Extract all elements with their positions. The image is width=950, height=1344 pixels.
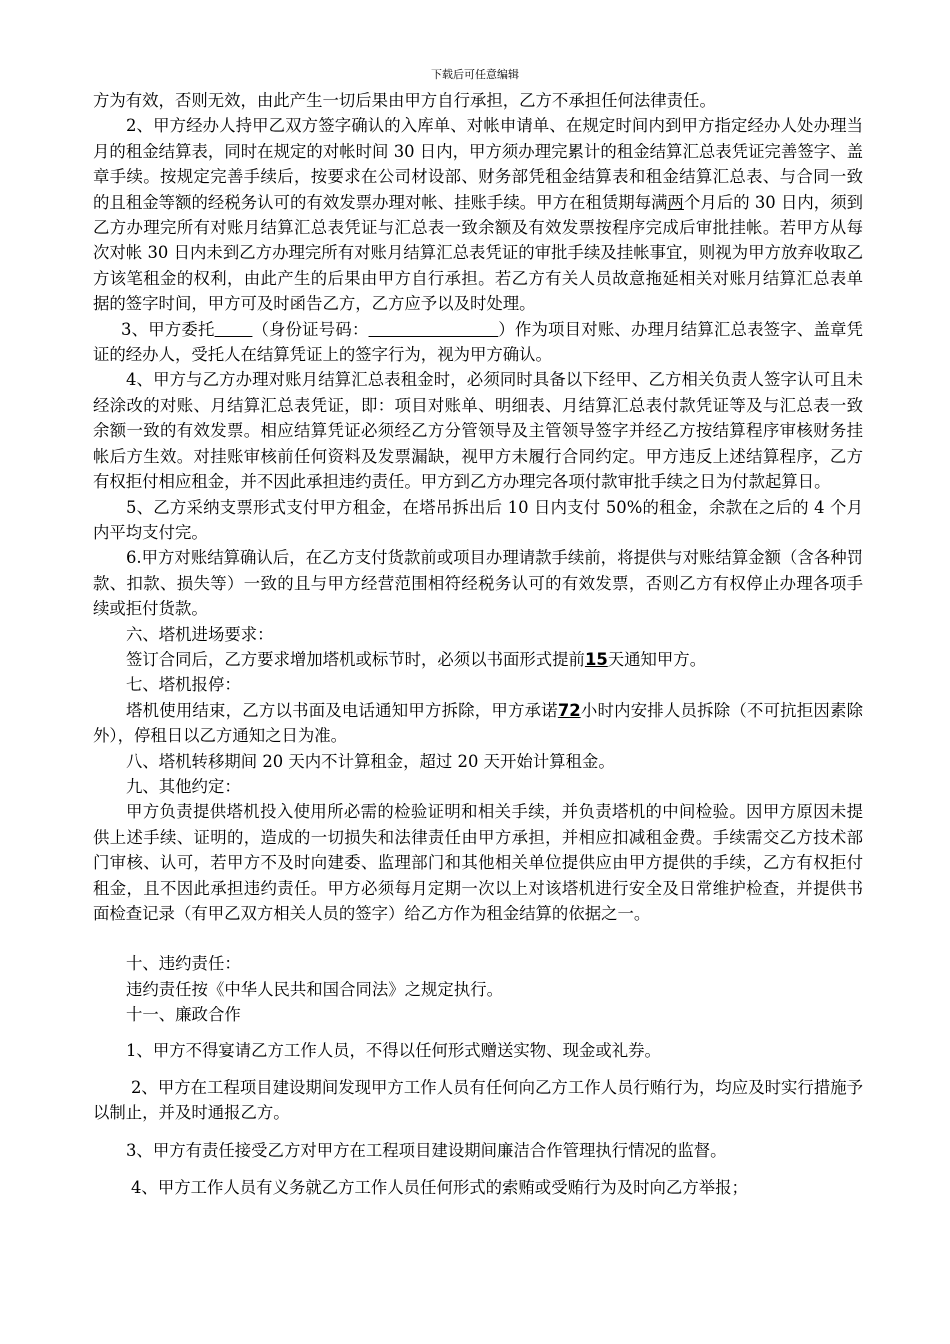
clause-2-text-b: 个月后的 30 日内，须到乙方办理完所有对账月结算汇总表凭证与汇总表一致余额及有效发票按程序完成后审批挂帐。若甲方从每次对帐 30 日内未到乙方办理完所有对账月结算汇总表凭证的审批手续及挂帐事宜，则视为甲方放弃收取乙方该笔租金的权利，由此产生的后果由甲方自行承担。若乙方有关人员故意拖延相关对账月结算汇总表单据的签字时间，甲方可及时函告乙方，乙方应予以及时处理。 [93, 192, 864, 314]
page-header: 下载后可任意编辑 [431, 68, 519, 81]
agent-name-blank [215, 320, 253, 339]
clause-3 [93, 317, 863, 368]
section-7-body [93, 698, 863, 749]
section-9-body: 甲方负责提供塔机投入使用所必需的检验证明和相关手续，并负责塔机的中间检验。因甲方原因未提供上述手续、证明的，造成的一切损失和法律责任由甲方承担，并相应扣减租金费。手续需交乙方技术部门审核、认可，若甲方不及时向建委、监理部门和其他相关单位提供应由甲方提供的手续，乙方有权拒付租金，且不因此承担违约责任。甲方必须每月定期一次以上对该塔机进行安全及日常维护检查，并提供书面检查记录（有甲乙双方相关人员的签字）给乙方作为租金结算的依据之一。 [93, 802, 863, 923]
section-7-title: 七、塔机报停： [126, 675, 241, 695]
section-10-title: 十、违约责任： [126, 954, 241, 974]
section-11-item-4: 4、甲方工作人员有义务就乙方工作人员任何形式的索贿或受贿行为及时向乙方举报； [131, 1178, 748, 1198]
section-6-text-b: 天通知甲方。 [607, 649, 707, 669]
section-6-body [93, 647, 863, 672]
clause-6: 6.甲方对账结算确认后，在乙方支付货款前或项目办理请款手续前，将提供与对账结算金额（含各种罚款、扣款、损失等）一致的且与甲方经营范围相符经税务认可的有效发票，否则乙方有权停止办理各项手续或拒付货款。 [93, 548, 863, 619]
section-7-text-a: 塔机使用结束，乙方以书面及电话通知甲方拆除，甲方承诺 [126, 700, 558, 720]
section-7-text-b: 小时内安排人员拆除（不可抗拒因素除外），停租日以乙方通知之日为准。 [93, 700, 864, 746]
clause-2-text-a: 2、甲方经办人持甲乙双方签字确认的入库单、对帐申请单、在规定时间内到甲方指定经办人处办理当月的租金结算表，同时在规定的对帐时间 30 日内，甲方须办理完累计的租金结算汇总表凭证完善签字、盖章手续。按规定完善手续后，按要求在公司材设部、财务部凭租金结算表和租金结算汇总表、与合同一致的且租金等额的经税务认可的有效发票办理对帐、挂账手续。甲方在租赁期每满 [93, 116, 863, 212]
section-11-item-3: 3、甲方有责任接受乙方对甲方在工程项目建设期间廉洁合作管理执行情况的监督。 [126, 1140, 727, 1160]
removal-hours-value: 72 [557, 700, 581, 720]
clause-4: 4、甲方与乙方办理对账月结算汇总表租金时，必须同时具备以下经甲、乙方相关负责人签字认可且未经涂改的对账、月结算汇总表凭证，即：项目对账单、明细表、月结算汇总表付款凭证等及与汇总表一致余额一致的有效发票。相应结算凭证必须经乙方分管领导及主管领导签字并经乙方按结算程序审核财务挂帐后方生效。对挂账审核前任何资料及发票漏缺，视甲方未履行合同约定。甲方违反上述结算程序，乙方有权拒付相应租金，并不因此承担违约责任。甲方到乙方办理完各项付款审批手续之日为付款起算日。 [93, 370, 863, 492]
clause-3-text-a: 3、甲方委托 [121, 319, 215, 339]
section-11-item-2: 2、甲方在工程项目建设期间发现甲方工作人员有任何向乙方工作人员行贿行为，均应及时实行措施予以制止，并及时通报乙方。 [93, 1078, 863, 1123]
clause-3-text-b: （身份证号码： [252, 319, 369, 339]
section-6-text-a: 签订合同后，乙方要求增加塔机或标节时，必须以书面形式提前 [126, 649, 585, 669]
months-fill-blank: 两 [667, 192, 684, 212]
section-10-body: 违约责任按《中华人民共和国合同法》之规定执行。 [126, 979, 503, 999]
clause-3-text-c: ）作为项目对账、办理月结算汇总表签字、盖章凭证的经办人，受托人在结算凭证上的签字行为，视为甲方确认。 [93, 319, 864, 365]
notice-days-value: 15 [584, 649, 608, 669]
document-body [93, 88, 863, 1201]
paragraph-continuation: 方为有效，否则无效，由此产生一切后果由甲方自行承担，乙方不承担任何法律责任。 [93, 91, 716, 110]
section-8: 八、塔机转移期间 20 天内不计算租金，超过 20 天开始计算租金。 [126, 751, 615, 771]
section-11-title: 十一、廉政合作 [126, 1005, 241, 1025]
section-9-title: 九、其他约定： [126, 776, 241, 796]
id-number-blank [369, 320, 499, 339]
clause-5: 5、乙方采纳支票形式支付甲方租金，在塔吊拆出后 10 日内支付 50%的租金，余款在之后的 4 个月内平均支付完。 [93, 497, 863, 542]
clause-2 [93, 113, 863, 316]
section-6-title: 六、塔机进场要求： [126, 624, 274, 644]
section-11-item-1: 1、甲方不得宴请乙方工作人员，不得以任何形式赠送实物、现金或礼券。 [126, 1040, 661, 1060]
